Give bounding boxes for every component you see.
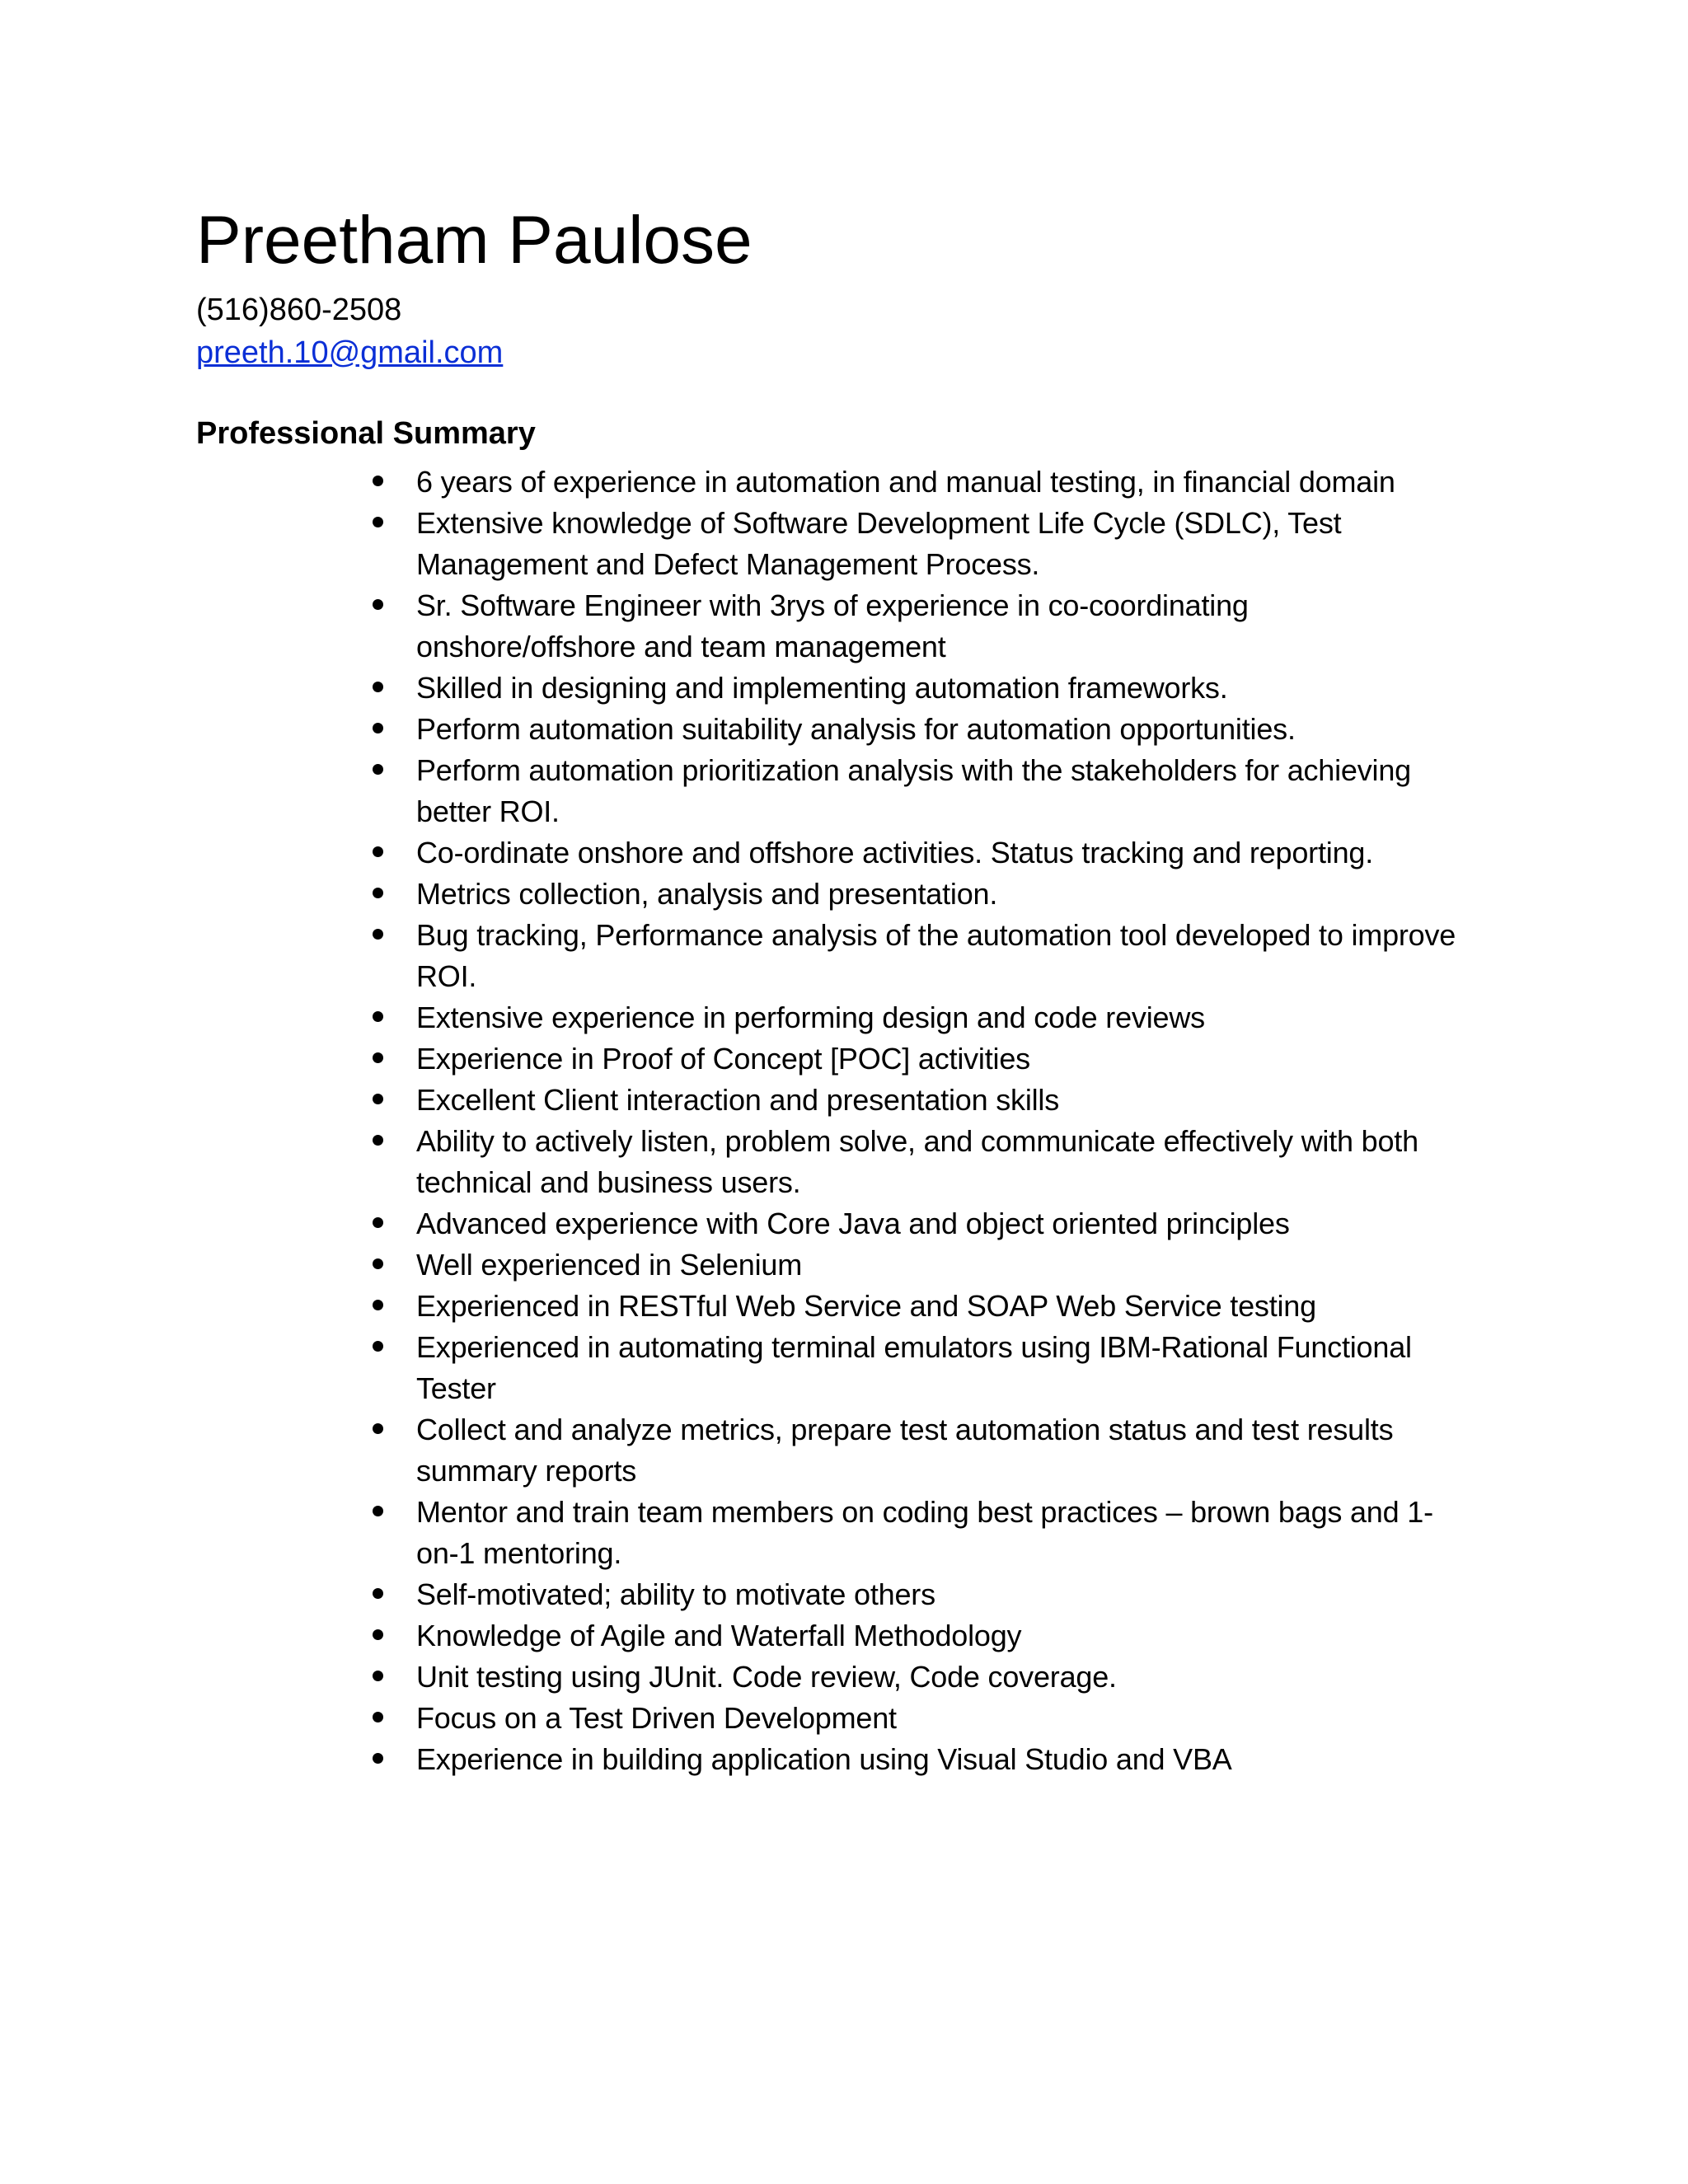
professional-summary-heading: Professional Summary [196,416,536,451]
list-item [196,1409,1482,1492]
bullet-icon [373,888,383,898]
bullet-icon [373,1094,383,1104]
bullet-icon [373,1217,383,1228]
list-item [196,874,1482,915]
list-item-text: Knowledge of Agile and Waterfall Methodology [416,1619,1022,1652]
list-item-text: Metrics collection, analysis and presentation. [416,877,998,911]
list-item [196,1286,1482,1327]
bullet-icon [373,1341,383,1352]
list-item-text: Self-motivated; ability to motivate others [416,1577,935,1611]
list-item [196,1739,1482,1780]
bullet-icon [373,1753,383,1764]
list-item [196,1203,1482,1244]
bullet-icon [373,517,383,527]
list-item-text: Experienced in automating terminal emulators using IBM-Rational Functional Tester [416,1330,1412,1405]
list-item-text: Excellent Client interaction and presentation skills [416,1083,1060,1117]
list-item-text: Sr. Software Engineer with 3rys of experience in co-coordinating onshore/offshore and team management [416,588,1249,663]
list-item-text: Unit testing using JUnit. Code review, Code coverage. [416,1660,1117,1694]
bullet-icon [373,1258,383,1269]
list-item [196,585,1482,668]
list-item [196,750,1482,832]
professional-summary-list [196,462,1482,1780]
bullet-icon [373,1712,383,1722]
list-item-text: Extensive knowledge of Software Development Life Cycle (SDLC), Test Management and Defect Management Process. [416,506,1342,581]
list-item [196,668,1482,709]
bullet-icon [373,846,383,857]
bullet-icon [373,476,383,486]
list-item-text: Advanced experience with Core Java and object oriented principles [416,1207,1290,1240]
list-item [196,1657,1482,1698]
bullet-icon [373,764,383,775]
bullet-icon [373,599,383,610]
list-item [196,1698,1482,1739]
list-item-text: Ability to actively listen, problem solve, and communicate effectively with both technical and business users. [416,1124,1418,1199]
list-item-text: Perform automation suitability analysis for automation opportunities. [416,712,1296,746]
bullet-icon [373,1629,383,1640]
list-item [196,462,1482,503]
bullet-icon [373,929,383,940]
bullet-icon [373,1588,383,1599]
list-item-text: Bug tracking, Performance analysis of the automation tool developed to improve ROI. [416,918,1456,993]
list-item-text: 6 years of experience in automation and manual testing, in financial domain [416,465,1395,499]
candidate-name: Preetham Paulose [196,203,753,278]
bullet-icon [373,1135,383,1146]
bullet-icon [373,1300,383,1310]
list-item [196,1492,1482,1574]
list-item [196,709,1482,750]
list-item [196,1574,1482,1615]
email-link[interactable]: preeth.10@gmail.com [196,335,504,370]
bullet-icon [373,723,383,733]
list-item-text: Mentor and train team members on coding best practices – brown bags and 1-on-1 mentoring. [416,1495,1433,1570]
bullet-icon [373,682,383,692]
list-item [196,1244,1482,1286]
list-item-text: Well experienced in Selenium [416,1248,802,1282]
list-item-text: Perform automation prioritization analysis with the stakeholders for achieving better ROI. [416,753,1411,828]
bullet-icon [373,1423,383,1434]
list-item-text: Extensive experience in performing design and code reviews [416,1001,1205,1034]
phone-number: (516)860-2508 [196,293,402,327]
list-item [196,832,1482,874]
list-item [196,915,1482,997]
list-item [196,1327,1482,1409]
list-item-text: Experience in Proof of Concept [POC] activities [416,1042,1030,1076]
bullet-icon [373,1052,383,1063]
list-item [196,1121,1482,1203]
list-item [196,503,1482,585]
list-item-text: Skilled in designing and implementing automation frameworks. [416,671,1228,705]
list-item [196,1038,1482,1080]
bullet-icon [373,1671,383,1681]
list-item [196,1080,1482,1121]
list-item-text: Focus on a Test Driven Development [416,1701,897,1735]
list-item [196,997,1482,1038]
list-item-text: Experience in building application using Visual Studio and VBA [416,1742,1232,1776]
list-item-text: Experienced in RESTful Web Service and SOAP Web Service testing [416,1289,1316,1323]
list-item [196,1615,1482,1657]
list-item-text: Collect and analyze metrics, prepare test automation status and test results summary reports [416,1413,1394,1488]
list-item-text: Co-ordinate onshore and offshore activities. Status tracking and reporting. [416,836,1374,869]
bullet-icon [373,1011,383,1022]
bullet-icon [373,1506,383,1516]
